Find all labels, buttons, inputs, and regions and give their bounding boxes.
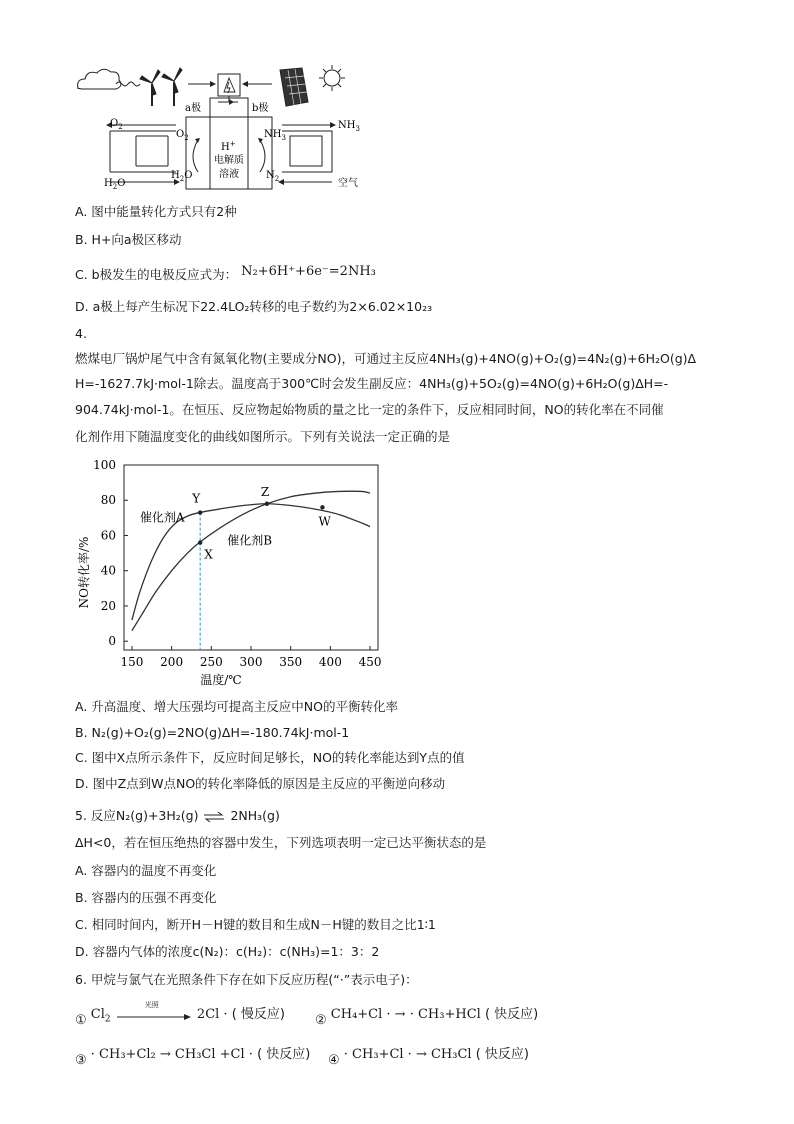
q4-stem-line-3: 904.74kJ·mol-1。在恒压、反应物起始物质的量之比一定的条件下，反应相同时间，NO的转化率在不同催 (75, 402, 664, 417)
sun-icon (319, 65, 345, 91)
h-plus-label: H+ (221, 140, 236, 153)
q6-r1-number: ① (75, 1013, 87, 1028)
wind-turbine-icon (140, 70, 160, 106)
a-pole-label: a极 (185, 103, 201, 114)
q3-option-c-formula: N₂+6H⁺+6e⁻=2NH₃ (241, 264, 376, 279)
nh3-inner-label: $NH_3$ (264, 129, 286, 142)
q3-option-c (75, 266, 376, 285)
q6-r2-equation: CH₄+Cl · → · CH₃+HCl (330, 1007, 481, 1022)
q5-option-b: B. 容器内的压强不再变化 (75, 890, 217, 905)
q3-option-c-prefix: C. b极发生的电极反应式为： (75, 267, 238, 282)
series-label-catalyst-a: 催化剂A (139, 510, 185, 525)
point-z (265, 502, 269, 506)
y-tick-label: 80 (100, 493, 116, 508)
point-w (320, 505, 324, 509)
electrolyte-label: 电解质 (214, 155, 244, 166)
q3-option-a: A. 图中能量转化方式只有2种 (75, 204, 237, 219)
solar-panel-icon (280, 68, 308, 106)
cloud-icon (78, 69, 121, 89)
q6-reaction-3 (75, 1043, 311, 1068)
y-tick-label: 40 (100, 563, 116, 578)
h2o-in-label: $H_2O$ (104, 178, 126, 191)
q6-r1-note: ( 慢反应) (231, 1007, 285, 1022)
q6-r3-note: ( 快反应) (257, 1047, 311, 1062)
point-y (198, 510, 202, 514)
q4-option-b: B. N₂(g)+O₂(g)=2NO(g)ΔH=-180.74kJ·mol-1 (75, 725, 350, 740)
q5-stem-products: 2NH₃(g) (230, 808, 280, 823)
q6-r1-condition: 光照 (144, 1000, 159, 1009)
q4-number: 4. (75, 326, 87, 341)
x-tick-label: 250 (199, 655, 223, 669)
q4-stem-line-2: H=-1627.7kJ·mol-1除去。温度高于300℃时会发生副反应：4NH₃(g)+5O₂(g)=4NO(g)+6H₂O(g)ΔH=- (75, 376, 669, 391)
wind-turbine-icon-2 (162, 68, 182, 106)
no-conversion-chart (70, 455, 400, 687)
q6-r3-number: ③ (75, 1053, 87, 1068)
x-tick-label: 400 (318, 655, 342, 669)
q6-r4-number: ④ (328, 1053, 340, 1068)
point-label-x: X (204, 547, 213, 562)
q4-option-d: D. 图中Z点到W点NO的转化率降低的原因是主反应的平衡逆向移动 (75, 776, 446, 791)
x-tick-label: 150 (120, 655, 144, 669)
q6-r1-reactant: $Cl_2$ (90, 1007, 111, 1025)
h2o-inner-label: $H_2O$ (171, 170, 193, 183)
q6-r4-note: ( 快反应) (475, 1047, 529, 1062)
air-in-label: 空气 (338, 178, 358, 189)
point-label-y: Y (192, 491, 201, 506)
y-tick-label: 0 (108, 634, 116, 649)
nh3-out-label: $NH_3$ (338, 120, 360, 133)
reaction-arrow-icon (115, 1010, 193, 1024)
q6-r1-product: 2Cl · (196, 1007, 228, 1022)
q6-r2-note: ( 快反应) (484, 1007, 539, 1022)
q5-stem-reactants: 5. 反应N₂(g)+3H₂(g) (75, 808, 199, 823)
q5-stem-line-1 (75, 807, 280, 825)
q5-option-c: C. 相同时间内，断开H－H键的数目和生成N－H键的数目之比1∶1 (75, 917, 436, 932)
q6-reaction-4 (328, 1043, 529, 1068)
plot-frame (124, 465, 378, 650)
q6-stem: 6. 甲烷与氯气在光照条件下存在如下反应历程(“·”表示电子)： (75, 972, 418, 987)
wind-lines (116, 82, 140, 86)
y-tick-label: 100 (93, 458, 116, 472)
q6-r2-number: ② (315, 1013, 327, 1028)
q6-reaction-1 (75, 1000, 285, 1028)
y-tick-label: 20 (100, 598, 116, 613)
x-tick-label: 350 (279, 655, 303, 669)
equilibrium-arrow-icon (202, 810, 226, 824)
q5-option-d: D. 容器内气体的浓度c(N₂)：c(H₂)：c(NH₃)=1：3：2 (75, 944, 380, 959)
q4-option-a: A. 升高温度、增大压强均可提高主反应中NO的平衡转化率 (75, 699, 398, 714)
o2-out-label: $O_2$ (110, 118, 123, 131)
q4-stem-line-4: 化剂作用下随温度变化的曲线如图所示。下列有关说法一定正确的是 (75, 429, 451, 444)
q3-option-d: D. a极上每产生标况下22.4LO₂转移的电子数约为2×6.02×10₂₃ (75, 299, 433, 314)
point-label-w: W (318, 514, 331, 529)
solution-label: 溶液 (219, 169, 239, 180)
q5-option-a: A. 容器内的温度不再变化 (75, 863, 217, 878)
q4-stem-line-1: 燃煤电厂锅炉尾气中含有氮氧化物(主要成分NO)，可通过主反应4NH₃(g)+4NO(g)+O₂(g)=4N₂(g)+6H₂O(g)Δ (75, 351, 697, 366)
x-tick-label: 450 (358, 655, 382, 669)
q3-option-b: B. H+向a极区移动 (75, 232, 182, 247)
q5-stem-line-2: ΔH<0，若在恒压绝热的容器中发生，下列选项表明一定已达平衡状态的是 (75, 835, 487, 850)
y-axis-label: NO转化率/% (77, 536, 91, 609)
q4-option-c: C. 图中X点所示条件下，反应时间足够长，NO的转化率能达到Y点的值 (75, 750, 465, 765)
o2-inner-label: $O_2$ (176, 129, 189, 142)
q6-r3-equation: · CH₃+Cl₂ → CH₃Cl +Cl · (90, 1047, 253, 1062)
electrolysis-diagram (70, 62, 370, 194)
q6-reaction-2 (315, 1003, 539, 1028)
series-label-catalyst-b: 催化剂B (227, 533, 273, 548)
y-tick-label: 60 (100, 528, 116, 543)
point-x (198, 540, 202, 544)
point-label-z: Z (260, 484, 270, 499)
q6-r4-equation: · CH₃+Cl · → CH₃Cl (343, 1047, 472, 1062)
b-pole-label: b极 (252, 103, 269, 114)
n2-inner-label: $N_2$ (266, 170, 280, 183)
x-tick-label: 300 (239, 655, 263, 669)
x-axis-label: 温度/℃ (200, 673, 242, 687)
x-tick-label: 200 (160, 655, 184, 669)
